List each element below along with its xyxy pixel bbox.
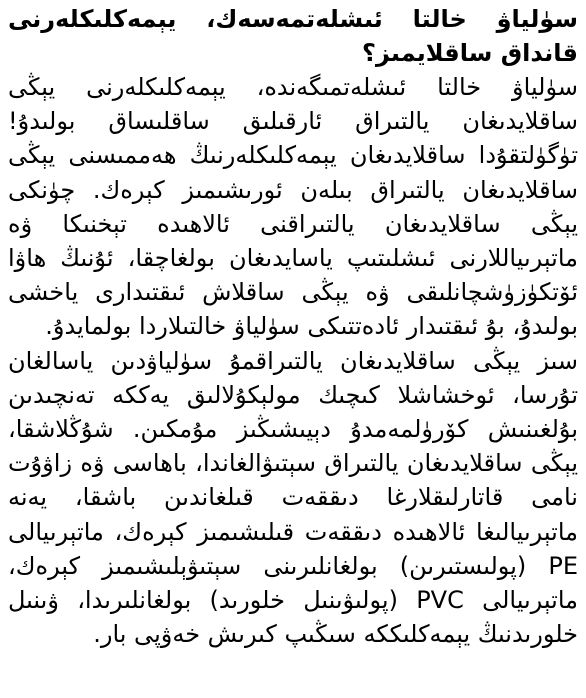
paragraph-2: سىز يېڭى ساقلايدىغان يالتىراقمۇ سۈلياۋدىن ياسالغان تۇرسا، ئوخشاشلا كىچىك مولېكۇلالىق يەككە تەنچىدىن بۇلغىنىش كۆرۈلمەمدۇ دېيىشىڭىز مۇمكىن. شۇڭلاشقا، يېڭى ساقلايدىغان يالتىراق سېتىۋالغاندا، باھاسى ۋە زاۋۇت نامى قاتارلىقلارغا دىققەت قىلغاندىن باشقا، يەنە ماتېرىيالىغا ئالاھىدە دىققەت قىلىشىمىز كېرەك، ماتېرىيالى PE (پولىستىرىن) بولغانلىرىنى سېتىۋېلىشىمىز كېرەك، ماتېرىيالى PVC (پولىۋىنىل خلورىد) بولغانلىرىدا، ۋىنىل خلورىدنىڭ يېمەكلىككە سىڭىپ كىرىش خەۋپى بار. [8,346,579,649]
article-title: سۈلياۋ خالتا ئىشلەتمەسەك، يېمەكلىكلەرنى قانداق ساقلايمىز؟ [8,5,578,67]
paragraph-1: سۈلياۋ خالتا ئىشلەتمىگەندە، يېمەكلىكلەرنى يېڭى ساقلايدىغان يالتىراق ئارقىلىق ساقلىساق بولىدۇ! تۈگۈلتقۇدا ساقلايدىغان يېمەكلىكلەرنىڭ ھەممىسنى يېڭى ساقلايدىغان يالتىراق بىلەن ئورىشىمىز كېرەك. چۈنكى يېڭى ساقلايدىغان يالتىراقنى ئالاھىدە تېخنىكا ۋە ماتېرىياللارنى ئىشلىتىپ ياسايدىغان بولغاچقا، ئۇنىڭ ھاۋا ئۆتكۈزۈشچانلىقى ۋە يېڭى ساقلاش ئىقتىدارى ياخشى بولىدۇ، بۇ ئىقتىدار ئادەتتىكى سۈلياۋ خالتىلاردا بولمايدۇ. [8,73,578,341]
